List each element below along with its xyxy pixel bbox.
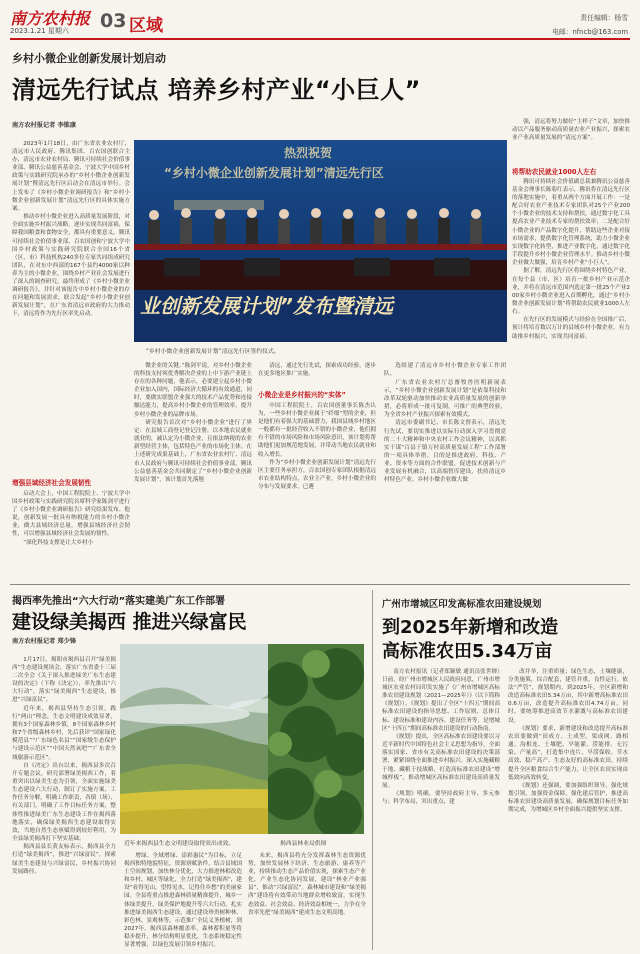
- paragraph: 2023年1月18日，由广东省农业农村厅、清远市人民政府、腾讯集团、百农国创联合主办，清远市农业农村局、腾讯可持续社会价值事业部、腾讯公益慈善基金会、宁波大学中国乡村政策与实践研究院承办的“乡村小微企业创新发展计划”暨清远先行区启动会在清远市举行。会上发布了《乡村小微企业调研报告》和“乡村小微企业创新发展计划”清远先行区的具体实施方案。: [12, 141, 130, 212]
- paragraph: 《规划》要求，新增建设和改造提升高标准农田要做到“田成方、土成型、渠成网、路相通、沟相连、土壤肥、旱能灌、涝能排、无污染、产量高”，打造集中连片、旱涝保收、节水高效、稳产高产、生态友好的高标准农田，持续提升全区粮食综合生产能力，让全区农田实现由低效向高效转变。: [508, 726, 628, 781]
- paragraph: 南方农村报讯（记者郑颖敏 通讯员张世婵）日前，经广州市增城区人民政府同意，广州市增城区农业农村局印发实施了《广州市增城区高标准农田建设规划（2021—2025年）》（以下简称《规划》）。《规划》提出了全区“十四五”期间高标准农田建设的指导思想、工作原则、总体目标、建设标准和建设内容、建设任务等，是增城区“十四五”期间高标准农田建设的行动指南。: [382, 669, 500, 732]
- paragraph: 推动乡村小微企业进入高质量发展阶段，对全面实施乡村振兴战略，逐步实现共同富裕，保障我国粮食和食物安全，都具有重要意义。腾讯可持续社会价值事业部、百农国创和宁波大学中国乡村政策与实践研究院联合全国16个省（区、市）科技机构240多位专家共同组成研究团队，在对东中西部的167个县约4000家以种养为主的小微企业，围绕乡村产业社会发展进行了深入的调查研究，最终形成了《乡村小微企业调研报告》，并针对该报告中乡村小微企业的存在问题和发展需求，联合发起“乡村小微企业创新发展计划”，在广东省清远市政府的大力推动下，清远将作为先行区率先启动。: [12, 214, 130, 318]
- section-rule: [10, 584, 630, 585]
- paragraph: 自《决定》出台以来，揭西县多次召开专题会议，研究部署绿美揭西工作，着重突出以绿美生态为引领，全面实施绿美生态建设六大行动，制订了实施方案，工作任务分解，明确工作职责，各镇（场）、有关部门，明确了工作目标任务方案，整体性推进绿美广东生态建设工作在揭西落地落实，确保绿美揭西生态建设取得实效，当地自然生态禀赋得到较好利用，为全县绿美揭西打下坚实基础。: [12, 763, 116, 842]
- masthead: [0, 0, 640, 40]
- lead-subhead-2: 小微企业是乡村振兴的“实体”: [258, 391, 346, 399]
- paragraph: 揭西县县长黄友标表示，揭西县全力打造“绿美揭西”，推进“兴绿富民”，探索绿美生态建设与兴绿富民、乡村振兴协同发展路径。: [12, 844, 116, 875]
- lead-headline: 清远先行试点 培养乡村产业“小巨人”: [12, 76, 421, 104]
- lead-col1-bottom: [12, 490, 130, 578]
- jieyang-caption-2: 揭西县林业局供图: [280, 841, 327, 847]
- banner-bottom-text: 业创新发展计划”发布暨清远: [140, 294, 393, 318]
- zengcheng-kicker: 广州市增城区印发高标准农田建设规划: [382, 599, 542, 610]
- jieyang-forest-photo: [268, 644, 364, 834]
- paragraph: 微企业的关键。”陈剑平说，对乡村小微企业的科技支持须优秀解决企业的上中下游产业链上存在的各种问题，他表示，必要建立起乡村小微企业加入国内，国际经济大循环的有效通道，同时，要做实联盟企业强大的技术产品优势和连接触达能力，提高乡村小微企业的管理效率，提升乡村小微企业的品牌市场。: [134, 363, 252, 418]
- jieyang-col2: [124, 852, 242, 950]
- paragraph: 近年来，揭西县坚持生态引领，践行“两山”理念，生态文明建设成效显著，拥有3个国家森林乡镇，8个国家森林乡村和7个省级森林乡村，先后获评“国家绿化模范县”“广东绿色名县”“国家级生态保护与建设示范区”“中国天然氧吧”“广东省全域旅游示范区”。: [12, 705, 116, 761]
- zengcheng-col2: [508, 668, 628, 950]
- paragraph: 在先行区的发展模式与经验在全国推广后，预计将培育数以万计的县域乡村小微企业，有力助推乡村振兴，实现共同富裕。: [512, 317, 630, 340]
- lead-col1-top: [12, 140, 130, 472]
- paragraph: 选组建了清远市乡村小微企业专家工作团队。: [384, 363, 506, 378]
- lead-photo: [134, 140, 507, 342]
- lead-col4: [384, 362, 506, 578]
- paragraph: “深化科技支撑是让大乡村小: [23, 539, 94, 546]
- paragraph: 据了解，清远先行区将围绕乡村特色产业，在每个县（市、区）培育一批乡村产业示范企业，并将在清远市范围内选定第一批25个产业200家乡村小微企业进入首期孵化，通过“乡村小微企业创新发展计划”将帮助农民就业1000人左右。: [512, 268, 630, 315]
- zengcheng-col1: [382, 668, 500, 950]
- banner-top-text: 热烈祝贺: [284, 146, 333, 160]
- lead-photo-caption: “乡村小微企业创新发展计划”清远先行区签约仪式。: [146, 349, 280, 355]
- paragraph: 清远，通过先行先试，探索成功经验，逐步在更多地区推广实施。: [258, 363, 376, 378]
- paragraph: 《规划》明确，要坚持政府主导，多元参与；科学布局，突出重点，建: [382, 791, 500, 806]
- paragraph: 《规划》还强调，要加强组织领导，强化规划引领，加强资金保障，强化建后管护，推进高标准农田建设高质量发展，确保规划目标任务如期完成，为增城区乡村全面振兴提供坚实支撑。: [508, 783, 628, 814]
- lead-byline: 南方农村报记者 李锥康: [12, 122, 77, 129]
- paragraph: 腾讯可持续社会价值副总裁兼腾讯公益慈善基金会理事长陈菊红表示，腾讯将在清远先行区的落地实施中，着重从两个方面开展工作：一是配合好农业产业技术专家团队对25个产业200个小微企业的技术支持和帮扶，通过数字化工具提高农业产业技术专家的帮扶效率；二是配合好小微企业的产品数字化提升，帮助这些企业对接市场需求，提供数字化管理系统，助力小微企业实现数字化转型，推进产业数字化，通过数字化手段提升乡村小微企业管理水平。推动乡村小微企业做大做强，培育乡村产业“小巨人”。: [512, 179, 630, 266]
- lead-col5-bottom: [512, 178, 630, 578]
- jieyang-col3: [248, 852, 366, 950]
- editor-email: 电邮：nfncb@163.com: [552, 28, 628, 36]
- jieyang-byline: 南方农村报记者 郑少锋: [12, 638, 77, 645]
- masthead-rule: [10, 38, 630, 40]
- zengcheng-headline-2: 高标准农田5.34万亩: [382, 641, 553, 662]
- banner-main-text: “乡村小微企业创新发展计划”清远先行区: [164, 166, 384, 180]
- forest-image: [268, 644, 364, 834]
- paragraph: 改并举，注重质量；绿色生态，土壤健康，分类施策，综合配套，建管并重，良性运行。依法“严管”，规划期内，到2025年，全区新增和改造高标准农田5.34万亩，其中新增高标准农田0.6万亩，改造提升高标准农田4.74万亩。同时，要统筹推进高效节水灌溉与高标准农田建设。: [508, 669, 628, 724]
- lead-col3-a: [258, 362, 376, 386]
- lead-kicker: 乡村小微企业创新发展计划启动: [12, 52, 166, 65]
- paragraph: 启动大会上，中国工程院院士、宁波大学中国乡村政策与实践研究院首席科学家陈剑平进行了《乡村小微企业调研报告》研究结果发布。他说，创新发展一批具有纳税能力的乡村小微企业，做大县域经济总量，增强县域经济社会韧性，可以增强县域经济社会发展的韧性。: [12, 491, 130, 538]
- paragraph: 广东省农业农村厅总畜牧兽医明新展表示，“乡村小微企业创新发展计划”是依靠科技和改革双轮驱动加快推动农业高质量发展的创新举措，必将形成一批可复制，可推广的典型经验，为全省乡村产业振兴探索有效模式。: [384, 379, 506, 418]
- paragraph: 1月17日，揭阳市揭西县召开“绿美揭西”生态建设现场会，落实广东省委十三届二次全会《关于深入推进绿美广东生态建设的决定》（下称《决定》），率先推出“六大行动”，落实“绿美揭西”生态建设，推进“兴绿富民”。: [12, 657, 116, 704]
- jieyang-headline: 建设绿美揭西 推进兴绿富民: [12, 611, 247, 633]
- lead-col3-b: [258, 402, 376, 578]
- page-number: 03: [100, 10, 127, 32]
- jieyang-kicker: 揭西率先推出“六大行动”落实建美广东工作部署: [12, 596, 226, 607]
- lead-subhead-1: 增强县域经济社会发展韧性: [12, 479, 92, 487]
- paragraph: 中国工程院院士，百农国创董事长陈杰认为，一些乡村小微企业属于“纤细”型的企业，但是他们有着强大的基础潜力，我国县域乡村地区一般都有一批经营收入不错的小微企业，他们拥有不错的市场风险和市场风险意识，该计划将帮助他们更加规范地发展，并带动当地农民就业和收入增长。: [258, 403, 376, 458]
- column-divider: [372, 590, 373, 950]
- lead-col2: [134, 362, 252, 578]
- paragraph: 《规划》提出，全区高标准农田建设要以习近平新时代中国特色社会主义思想为指导，全面落实国家、省市有关高标准农田建设的决策部署，紧紧围绕全面推进乡村振兴、深入实施藏粮于地、藏粮于技战略，打造高标准农田建设“增城样板”，推动增城区高标准农田建设高质量发展。: [382, 734, 500, 789]
- paragraph: 增绿、全域增绿、添彩惠民”为目标，立足揭西独特地貌特征，资源禀赋条件，结合县域国土空间规划，加快林分优化，大力推进林相改造和乡村、城区等绿化，全力打造“绿美揭西”，建设“看得见山，望得见水，记得住乡愁”的美丽家园。全县将重点推进森林质量精准提升，城乡一体绿美提升，绿美保护地提升等六大行动，扎实推进绿美揭西生态建设。通过建设珍贵树种林、彩色林、景观林等，示范推广全民义务植树，到2027年，揭西县森林覆盖率、森林蓄积量等将稳步提升，林分结构明显优化，生态系统稳定性显著增强，以绿色发展引领乡村振兴。: [124, 853, 242, 949]
- section-name: 区域: [129, 16, 163, 36]
- lead-subhead-3: 将帮助农民就业1000人左右: [512, 168, 597, 176]
- jieyang-col1: [12, 656, 116, 950]
- paragraph: 未来，揭西县将充分发挥森林生态资源优势，加快发展林下经济、生态旅游、康养等产业，持续推动生态产品价值实现，探索生态产业化，产业生态化协同发展，建设“林业产业强县”，推动“兴绿富民”。森林城市建设和“绿美揭西”建设将有效带动当地群众增收致富，实现生态效益、社会效益、经济效益相统一，力争在全省率先把“绿美揭西”建成生态文明高地。: [248, 853, 366, 916]
- editor-credit: 责任编辑：杨雪: [580, 14, 628, 22]
- paragraph: 强，清远将努力做好“主样子”文章，加快推动以产品服务驱动高质量农业产业振兴，探索农业产业高质量发展的“清远方案”。: [512, 119, 630, 142]
- jieyang-caption-1: 近年来揭西县生态文明建设取得突出成效。: [124, 841, 235, 847]
- masthead-date: 2023.1.21 星期六: [10, 27, 69, 35]
- paragraph: 作为“乡村小微企业创新发展计划”清远先行区主要任务承担方，百农国创专家团队根据清远市农业结构特点，农业主产业，乡村小微企业的分布与发展要求，已遴: [258, 460, 376, 491]
- masthead-logo: 南方农村报: [10, 9, 91, 28]
- lead-col5-top: [512, 118, 630, 164]
- paragraph: 研究报告首次对“乡村小微企业”进行了界定：在县域工商登记登记注册，以本地农民就业就业的，减认定为小微企业，且依法纳税的农业新型经营主体，包括特色产业的市场化主体。在上述研究成果基础上，广东省农业农村厅、清远市人民政府与腾讯可持续社会价值事业部，腾讯公益慈善基金会共同制定了“乡村小微企业创新发展计划”，该计划首先落地: [134, 420, 252, 483]
- zengcheng-headline-1: 到2025年新增和改造: [382, 617, 559, 638]
- paragraph: 清远市委副书记、市长陈文督表示，清远先行先试，要切实推进以实际行动深入学习贯彻党的二十大精神和中央农村工作会议精神，以真抓实干谋“百县千镇万村高质量发展工程”工作部署的一项具体举措。目的是推进政府、科技、产业、资本等方面的合作联盟，促进技术创新与产业发展有机融合，以高端智库建设，扶持清远乡村特色产业，乡村小微企业做大做: [384, 420, 506, 484]
